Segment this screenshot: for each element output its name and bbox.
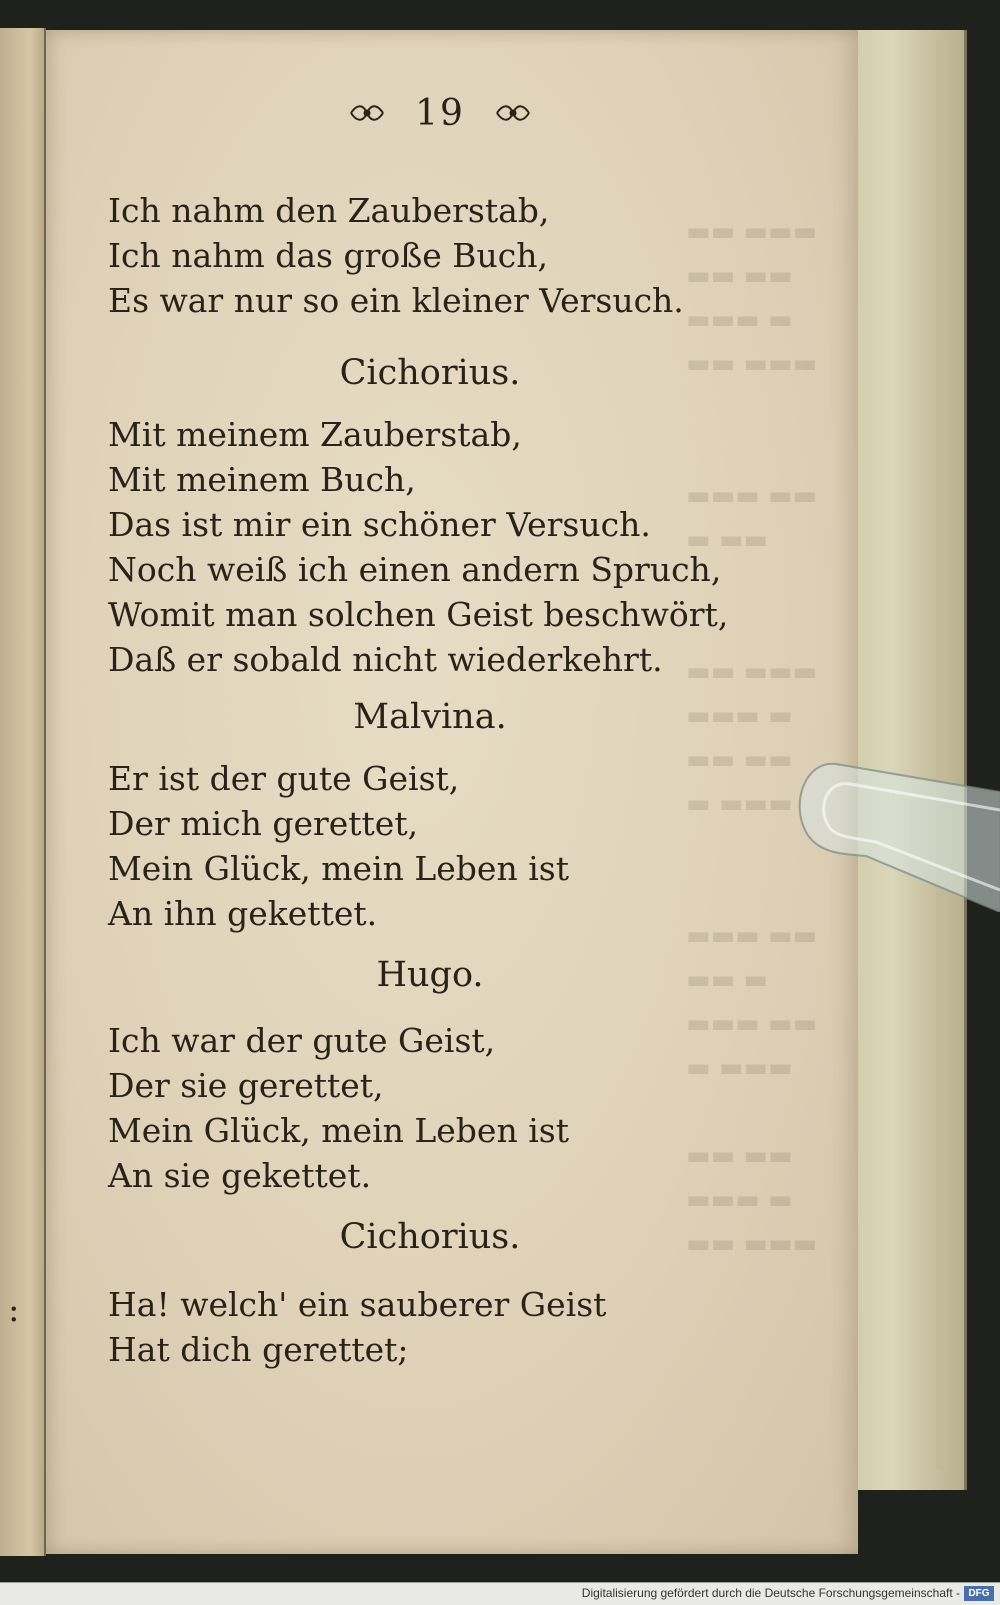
verse-block	[108, 1282, 880, 1372]
facing-page-edge	[0, 28, 46, 1556]
verse-line: Mit meinem Buch,	[108, 460, 416, 499]
page-number: 19	[415, 92, 465, 134]
fleuron-icon	[349, 100, 385, 126]
verse-line: Ha! welch' ein sauberer Geist	[108, 1285, 607, 1324]
verse-line: Noch weiß ich einen andern Spruch,	[108, 550, 722, 589]
verse-block	[108, 412, 880, 682]
verse-line: Ich war der gute Geist,	[108, 1021, 496, 1060]
speaker-name: Hugo.	[376, 955, 484, 995]
speaker-name: Cichorius.	[339, 1217, 521, 1257]
show-through-texture: ▬▬ ▬▬▬ ▬▬ ▬▬ ▬▬▬ ▬ ▬▬ ▬▬▬ ▬▬▬ ▬▬ ▬ ▬▬ ▬▬ ▬▬▬ ▬▬▬ ▬ ▬▬ ▬▬ ▬ ▬▬▬ ▬▬▬ ▬▬ ▬▬ ▬ ▬▬▬ ▬▬ ▬ ▬▬▬ ▬▬ ▬▬ ▬▬▬ ▬ ▬▬ ▬▬▬	[686, 217, 818, 1259]
verse-line: Mein Glück, mein Leben ist	[108, 849, 569, 888]
fleuron-icon	[495, 100, 531, 126]
verse-line: Hat dich gerettet;	[108, 1330, 409, 1369]
dfg-logo: DFG	[964, 1586, 994, 1601]
verse-line: Ich nahm das große Buch,	[108, 236, 549, 275]
verse-block	[108, 756, 880, 936]
verse-block	[108, 188, 880, 323]
verse-line: Mit meinem Zauberstab,	[108, 415, 522, 454]
verse-line: Womit man solchen Geist beschwört,	[108, 595, 729, 634]
speaker-name: Malvina.	[353, 697, 507, 737]
verse-line: Ich nahm den Zauberstab,	[108, 191, 550, 230]
verse-line: Der sie gerettet,	[108, 1066, 384, 1105]
verse-line: Das ist mir ein schöner Versuch.	[108, 505, 651, 544]
verse-line: An ihn gekettet.	[108, 894, 378, 933]
verse-block	[108, 1018, 880, 1198]
page-header	[300, 88, 580, 138]
verse-line: Es war nur so ein kleiner Versuch.	[108, 281, 684, 320]
verse-line: An sie gekettet.	[108, 1156, 372, 1195]
page-clip	[796, 762, 1000, 912]
verse-line: Daß er sobald nicht wiederkehrt.	[108, 640, 663, 679]
digitization-footer	[0, 1582, 1000, 1605]
verse-line: Er ist der gute Geist,	[108, 759, 460, 798]
verse-line: Mein Glück, mein Leben ist	[108, 1111, 569, 1150]
funding-notice: Digitalisierung gefördert durch die Deutsche Forschungsgemeinschaft -	[581, 1586, 960, 1600]
facing-page-fragment: :	[8, 1290, 20, 1330]
verse-line: Der mich gerettet,	[108, 804, 419, 843]
speaker-name: Cichorius.	[339, 353, 521, 393]
